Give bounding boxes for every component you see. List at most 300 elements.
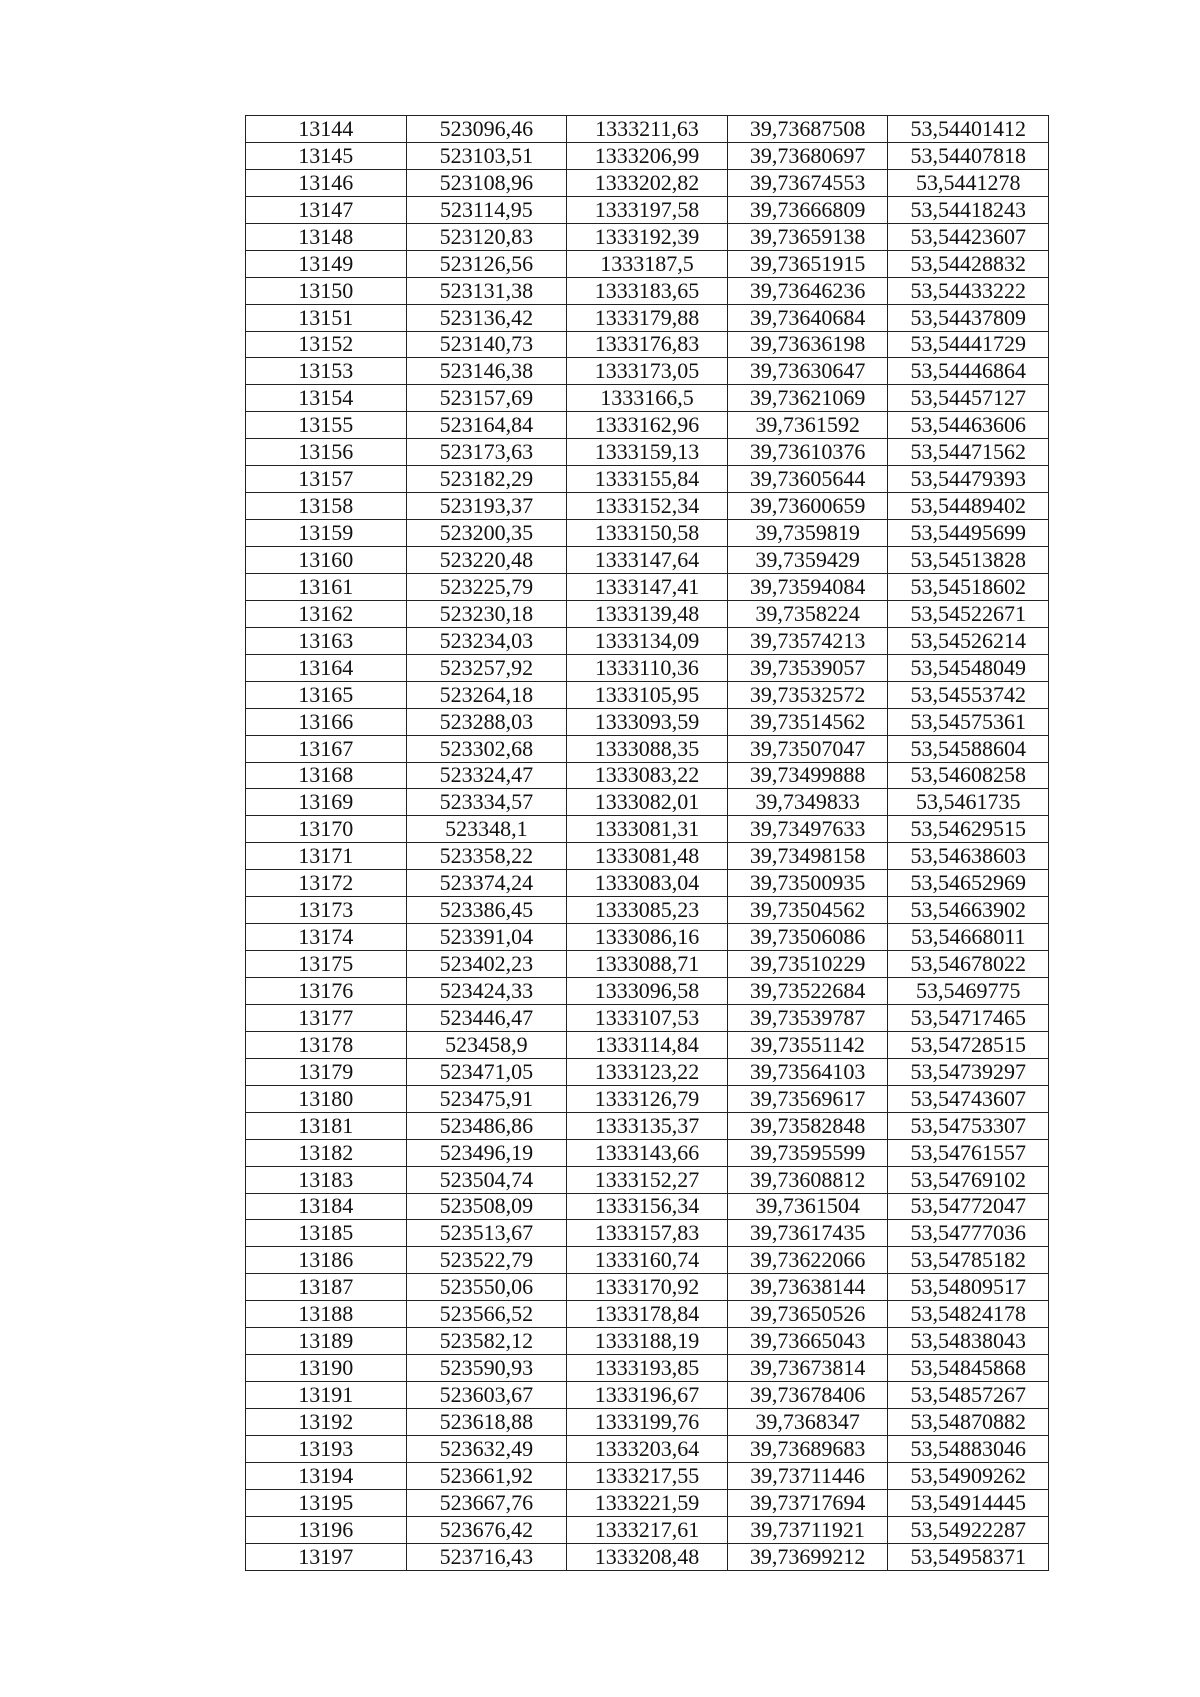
fourth-column-cell: 39,73605644 xyxy=(727,466,888,493)
fifth-column-cell: 53,54638603 xyxy=(888,843,1049,870)
table-row xyxy=(246,816,1049,843)
point-number-cell: 13167 xyxy=(246,735,407,762)
fifth-column-cell: 53,54479393 xyxy=(888,466,1049,493)
fifth-column-cell: 53,54663902 xyxy=(888,897,1049,924)
fifth-column-cell: 53,54857267 xyxy=(888,1382,1049,1409)
fourth-column-cell: 39,73610376 xyxy=(727,439,888,466)
fifth-column-cell: 53,54588604 xyxy=(888,735,1049,762)
fifth-column-cell: 53,54717465 xyxy=(888,1004,1049,1031)
y-value-cell: 1333081,48 xyxy=(567,843,728,870)
fifth-column-cell: 53,54629515 xyxy=(888,816,1049,843)
point-number-cell: 13170 xyxy=(246,816,407,843)
point-number-cell: 13179 xyxy=(246,1058,407,1085)
x-value-cell: 523424,33 xyxy=(406,978,567,1005)
point-number-cell: 13180 xyxy=(246,1085,407,1112)
point-number-cell: 13191 xyxy=(246,1382,407,1409)
x-value-cell: 523550,06 xyxy=(406,1274,567,1301)
point-number-cell: 13168 xyxy=(246,762,407,789)
fifth-column-cell: 53,54418243 xyxy=(888,196,1049,223)
fourth-column-cell: 39,7361504 xyxy=(727,1193,888,1220)
fourth-column-cell: 39,73539057 xyxy=(727,654,888,681)
point-number-cell: 13173 xyxy=(246,897,407,924)
x-value-cell: 523471,05 xyxy=(406,1058,567,1085)
fourth-column-cell: 39,73674553 xyxy=(727,169,888,196)
fifth-column-cell: 53,54463606 xyxy=(888,412,1049,439)
y-value-cell: 1333155,84 xyxy=(567,466,728,493)
point-number-cell: 13181 xyxy=(246,1112,407,1139)
point-number-cell: 13197 xyxy=(246,1543,407,1570)
fourth-column-cell: 39,73582848 xyxy=(727,1112,888,1139)
table-row xyxy=(246,1112,1049,1139)
table-row xyxy=(246,627,1049,654)
y-value-cell: 1333152,34 xyxy=(567,493,728,520)
y-value-cell: 1333183,65 xyxy=(567,277,728,304)
point-number-cell: 13183 xyxy=(246,1166,407,1193)
fourth-column-cell: 39,73717694 xyxy=(727,1489,888,1516)
fifth-column-cell: 53,54809517 xyxy=(888,1274,1049,1301)
fifth-column-cell: 53,54870882 xyxy=(888,1409,1049,1436)
y-value-cell: 1333105,95 xyxy=(567,681,728,708)
table-row xyxy=(246,1355,1049,1382)
fifth-column-cell: 53,54446864 xyxy=(888,358,1049,385)
fifth-column-cell: 53,54428832 xyxy=(888,250,1049,277)
table-row xyxy=(246,250,1049,277)
y-value-cell: 1333110,36 xyxy=(567,654,728,681)
fourth-column-cell: 39,73608812 xyxy=(727,1166,888,1193)
point-number-cell: 13151 xyxy=(246,304,407,331)
point-number-cell: 13172 xyxy=(246,870,407,897)
fifth-column-cell: 53,54753307 xyxy=(888,1112,1049,1139)
fifth-column-cell: 53,54914445 xyxy=(888,1489,1049,1516)
table-row xyxy=(246,1247,1049,1274)
fourth-column-cell: 39,73551142 xyxy=(727,1031,888,1058)
fourth-column-cell: 39,73595599 xyxy=(727,1139,888,1166)
x-value-cell: 523486,86 xyxy=(406,1112,567,1139)
fifth-column-cell: 53,54785182 xyxy=(888,1247,1049,1274)
fourth-column-cell: 39,7361592 xyxy=(727,412,888,439)
fifth-column-cell: 53,54909262 xyxy=(888,1462,1049,1489)
fourth-column-cell: 39,73621069 xyxy=(727,385,888,412)
fifth-column-cell: 53,54845868 xyxy=(888,1355,1049,1382)
y-value-cell: 1333166,5 xyxy=(567,385,728,412)
fourth-column-cell: 39,73711446 xyxy=(727,1462,888,1489)
fourth-column-cell: 39,73574213 xyxy=(727,627,888,654)
fourth-column-cell: 39,7349833 xyxy=(727,789,888,816)
x-value-cell: 523193,37 xyxy=(406,493,567,520)
point-number-cell: 13190 xyxy=(246,1355,407,1382)
x-value-cell: 523126,56 xyxy=(406,250,567,277)
table-row xyxy=(246,466,1049,493)
x-value-cell: 523200,35 xyxy=(406,520,567,547)
point-number-cell: 13184 xyxy=(246,1193,407,1220)
point-number-cell: 13148 xyxy=(246,223,407,250)
x-value-cell: 523391,04 xyxy=(406,924,567,951)
x-value-cell: 523632,49 xyxy=(406,1435,567,1462)
point-number-cell: 13157 xyxy=(246,466,407,493)
fourth-column-cell: 39,73500935 xyxy=(727,870,888,897)
y-value-cell: 1333179,88 xyxy=(567,304,728,331)
table-row xyxy=(246,1301,1049,1328)
table-row xyxy=(246,1409,1049,1436)
y-value-cell: 1333203,64 xyxy=(567,1435,728,1462)
y-value-cell: 1333187,5 xyxy=(567,250,728,277)
fourth-column-cell: 39,7358224 xyxy=(727,600,888,627)
fifth-column-cell: 53,54553742 xyxy=(888,681,1049,708)
fifth-column-cell: 53,54526214 xyxy=(888,627,1049,654)
fourth-column-cell: 39,73617435 xyxy=(727,1220,888,1247)
x-value-cell: 523257,92 xyxy=(406,654,567,681)
point-number-cell: 13194 xyxy=(246,1462,407,1489)
x-value-cell: 523661,92 xyxy=(406,1462,567,1489)
fourth-column-cell: 39,73622066 xyxy=(727,1247,888,1274)
point-number-cell: 13152 xyxy=(246,331,407,358)
table-row xyxy=(246,897,1049,924)
point-number-cell: 13149 xyxy=(246,250,407,277)
x-value-cell: 523374,24 xyxy=(406,870,567,897)
y-value-cell: 1333193,85 xyxy=(567,1355,728,1382)
x-value-cell: 523522,79 xyxy=(406,1247,567,1274)
fourth-column-cell: 39,73651915 xyxy=(727,250,888,277)
fourth-column-cell: 39,73650526 xyxy=(727,1301,888,1328)
y-value-cell: 1333157,83 xyxy=(567,1220,728,1247)
x-value-cell: 523446,47 xyxy=(406,1004,567,1031)
table-row xyxy=(246,277,1049,304)
table-row xyxy=(246,1489,1049,1516)
fourth-column-cell: 39,73594084 xyxy=(727,573,888,600)
fifth-column-cell: 53,54513828 xyxy=(888,547,1049,574)
x-value-cell: 523358,22 xyxy=(406,843,567,870)
table-row xyxy=(246,142,1049,169)
table-row xyxy=(246,654,1049,681)
point-number-cell: 13171 xyxy=(246,843,407,870)
y-value-cell: 1333217,55 xyxy=(567,1462,728,1489)
y-value-cell: 1333221,59 xyxy=(567,1489,728,1516)
table-row xyxy=(246,1543,1049,1570)
table-row xyxy=(246,843,1049,870)
y-value-cell: 1333085,23 xyxy=(567,897,728,924)
x-value-cell: 523288,03 xyxy=(406,708,567,735)
point-number-cell: 13166 xyxy=(246,708,407,735)
point-number-cell: 13145 xyxy=(246,142,407,169)
table-row xyxy=(246,1274,1049,1301)
x-value-cell: 523173,63 xyxy=(406,439,567,466)
point-number-cell: 13186 xyxy=(246,1247,407,1274)
y-value-cell: 1333107,53 xyxy=(567,1004,728,1031)
table-row xyxy=(246,681,1049,708)
table-row xyxy=(246,708,1049,735)
coordinates-table-body xyxy=(246,116,1049,1571)
fifth-column-cell: 53,54761557 xyxy=(888,1139,1049,1166)
fourth-column-cell: 39,73539787 xyxy=(727,1004,888,1031)
y-value-cell: 1333143,66 xyxy=(567,1139,728,1166)
point-number-cell: 13185 xyxy=(246,1220,407,1247)
fifth-column-cell: 53,54407818 xyxy=(888,142,1049,169)
y-value-cell: 1333147,64 xyxy=(567,547,728,574)
fourth-column-cell: 39,73673814 xyxy=(727,1355,888,1382)
fifth-column-cell: 53,54433222 xyxy=(888,277,1049,304)
fifth-column-cell: 53,5461735 xyxy=(888,789,1049,816)
fifth-column-cell: 53,54423607 xyxy=(888,223,1049,250)
x-value-cell: 523108,96 xyxy=(406,169,567,196)
fifth-column-cell: 53,54838043 xyxy=(888,1328,1049,1355)
fifth-column-cell: 53,54471562 xyxy=(888,439,1049,466)
fourth-column-cell: 39,7368347 xyxy=(727,1409,888,1436)
y-value-cell: 1333088,35 xyxy=(567,735,728,762)
y-value-cell: 1333139,48 xyxy=(567,600,728,627)
fifth-column-cell: 53,54743607 xyxy=(888,1085,1049,1112)
point-number-cell: 13176 xyxy=(246,978,407,1005)
x-value-cell: 523114,95 xyxy=(406,196,567,223)
table-row xyxy=(246,870,1049,897)
y-value-cell: 1333152,27 xyxy=(567,1166,728,1193)
point-number-cell: 13188 xyxy=(246,1301,407,1328)
x-value-cell: 523566,52 xyxy=(406,1301,567,1328)
x-value-cell: 523120,83 xyxy=(406,223,567,250)
table-row xyxy=(246,978,1049,1005)
x-value-cell: 523402,23 xyxy=(406,951,567,978)
table-row xyxy=(246,385,1049,412)
x-value-cell: 523513,67 xyxy=(406,1220,567,1247)
x-value-cell: 523458,9 xyxy=(406,1031,567,1058)
y-value-cell: 1333088,71 xyxy=(567,951,728,978)
x-value-cell: 523131,38 xyxy=(406,277,567,304)
table-row xyxy=(246,169,1049,196)
y-value-cell: 1333217,61 xyxy=(567,1516,728,1543)
table-row xyxy=(246,547,1049,574)
table-row xyxy=(246,1193,1049,1220)
coordinates-table xyxy=(245,115,1049,1571)
fifth-column-cell: 53,54958371 xyxy=(888,1543,1049,1570)
y-value-cell: 1333176,83 xyxy=(567,331,728,358)
y-value-cell: 1333156,34 xyxy=(567,1193,728,1220)
fourth-column-cell: 39,73665043 xyxy=(727,1328,888,1355)
fifth-column-cell: 53,54883046 xyxy=(888,1435,1049,1462)
fifth-column-cell: 53,54608258 xyxy=(888,762,1049,789)
x-value-cell: 523496,19 xyxy=(406,1139,567,1166)
point-number-cell: 13195 xyxy=(246,1489,407,1516)
x-value-cell: 523096,46 xyxy=(406,116,567,143)
fourth-column-cell: 39,73504562 xyxy=(727,897,888,924)
fifth-column-cell: 53,54824178 xyxy=(888,1301,1049,1328)
fourth-column-cell: 39,73499888 xyxy=(727,762,888,789)
y-value-cell: 1333160,74 xyxy=(567,1247,728,1274)
point-number-cell: 13162 xyxy=(246,600,407,627)
fifth-column-cell: 53,54777036 xyxy=(888,1220,1049,1247)
fourth-column-cell: 39,73640684 xyxy=(727,304,888,331)
table-row xyxy=(246,223,1049,250)
point-number-cell: 13161 xyxy=(246,573,407,600)
fifth-column-cell: 53,5469775 xyxy=(888,978,1049,1005)
table-row xyxy=(246,1328,1049,1355)
y-value-cell: 1333147,41 xyxy=(567,573,728,600)
table-row xyxy=(246,924,1049,951)
table-row xyxy=(246,1435,1049,1462)
y-value-cell: 1333150,58 xyxy=(567,520,728,547)
y-value-cell: 1333206,99 xyxy=(567,142,728,169)
x-value-cell: 523504,74 xyxy=(406,1166,567,1193)
x-value-cell: 523676,42 xyxy=(406,1516,567,1543)
point-number-cell: 13146 xyxy=(246,169,407,196)
table-row xyxy=(246,1058,1049,1085)
x-value-cell: 523164,84 xyxy=(406,412,567,439)
y-value-cell: 1333093,59 xyxy=(567,708,728,735)
table-row xyxy=(246,196,1049,223)
fifth-column-cell: 53,54489402 xyxy=(888,493,1049,520)
x-value-cell: 523230,18 xyxy=(406,600,567,627)
fourth-column-cell: 39,73510229 xyxy=(727,951,888,978)
x-value-cell: 523324,47 xyxy=(406,762,567,789)
fourth-column-cell: 39,73630647 xyxy=(727,358,888,385)
point-number-cell: 13177 xyxy=(246,1004,407,1031)
fifth-column-cell: 53,54922287 xyxy=(888,1516,1049,1543)
fifth-column-cell: 53,54678022 xyxy=(888,951,1049,978)
fourth-column-cell: 39,73711921 xyxy=(727,1516,888,1543)
fourth-column-cell: 39,7359819 xyxy=(727,520,888,547)
y-value-cell: 1333126,79 xyxy=(567,1085,728,1112)
table-row xyxy=(246,600,1049,627)
point-number-cell: 13189 xyxy=(246,1328,407,1355)
fifth-column-cell: 53,54769102 xyxy=(888,1166,1049,1193)
fourth-column-cell: 39,73497633 xyxy=(727,816,888,843)
point-number-cell: 13182 xyxy=(246,1139,407,1166)
point-number-cell: 13164 xyxy=(246,654,407,681)
point-number-cell: 13160 xyxy=(246,547,407,574)
point-number-cell: 13156 xyxy=(246,439,407,466)
y-value-cell: 1333202,82 xyxy=(567,169,728,196)
fifth-column-cell: 53,54495699 xyxy=(888,520,1049,547)
y-value-cell: 1333114,84 xyxy=(567,1031,728,1058)
x-value-cell: 523667,76 xyxy=(406,1489,567,1516)
fourth-column-cell: 39,73680697 xyxy=(727,142,888,169)
fifth-column-cell: 53,54437809 xyxy=(888,304,1049,331)
point-number-cell: 13159 xyxy=(246,520,407,547)
table-row xyxy=(246,762,1049,789)
fifth-column-cell: 53,54441729 xyxy=(888,331,1049,358)
fifth-column-cell: 53,54772047 xyxy=(888,1193,1049,1220)
table-row xyxy=(246,1004,1049,1031)
fourth-column-cell: 39,73600659 xyxy=(727,493,888,520)
fifth-column-cell: 53,54652969 xyxy=(888,870,1049,897)
y-value-cell: 1333135,37 xyxy=(567,1112,728,1139)
point-number-cell: 13169 xyxy=(246,789,407,816)
fourth-column-cell: 39,73659138 xyxy=(727,223,888,250)
fourth-column-cell: 39,73569617 xyxy=(727,1085,888,1112)
point-number-cell: 13178 xyxy=(246,1031,407,1058)
point-number-cell: 13144 xyxy=(246,116,407,143)
table-row xyxy=(246,735,1049,762)
table-row xyxy=(246,358,1049,385)
x-value-cell: 523234,03 xyxy=(406,627,567,654)
table-row xyxy=(246,1382,1049,1409)
point-number-cell: 13154 xyxy=(246,385,407,412)
y-value-cell: 1333086,16 xyxy=(567,924,728,951)
x-value-cell: 523157,69 xyxy=(406,385,567,412)
table-row xyxy=(246,1031,1049,1058)
x-value-cell: 523386,45 xyxy=(406,897,567,924)
y-value-cell: 1333196,67 xyxy=(567,1382,728,1409)
y-value-cell: 1333188,19 xyxy=(567,1328,728,1355)
point-number-cell: 13150 xyxy=(246,277,407,304)
fifth-column-cell: 53,54739297 xyxy=(888,1058,1049,1085)
fourth-column-cell: 39,73532572 xyxy=(727,681,888,708)
x-value-cell: 523334,57 xyxy=(406,789,567,816)
fourth-column-cell: 39,73666809 xyxy=(727,196,888,223)
table-row xyxy=(246,412,1049,439)
table-row xyxy=(246,573,1049,600)
fifth-column-cell: 53,54522671 xyxy=(888,600,1049,627)
y-value-cell: 1333083,04 xyxy=(567,870,728,897)
y-value-cell: 1333192,39 xyxy=(567,223,728,250)
fifth-column-cell: 53,54457127 xyxy=(888,385,1049,412)
fourth-column-cell: 39,73646236 xyxy=(727,277,888,304)
x-value-cell: 523508,09 xyxy=(406,1193,567,1220)
y-value-cell: 1333123,22 xyxy=(567,1058,728,1085)
table-row xyxy=(246,304,1049,331)
point-number-cell: 13187 xyxy=(246,1274,407,1301)
fourth-column-cell: 39,73689683 xyxy=(727,1435,888,1462)
fourth-column-cell: 39,73638144 xyxy=(727,1274,888,1301)
point-number-cell: 13163 xyxy=(246,627,407,654)
point-number-cell: 13147 xyxy=(246,196,407,223)
x-value-cell: 523348,1 xyxy=(406,816,567,843)
point-number-cell: 13192 xyxy=(246,1409,407,1436)
x-value-cell: 523603,67 xyxy=(406,1382,567,1409)
table-row xyxy=(246,493,1049,520)
fifth-column-cell: 53,54575361 xyxy=(888,708,1049,735)
point-number-cell: 13155 xyxy=(246,412,407,439)
x-value-cell: 523618,88 xyxy=(406,1409,567,1436)
x-value-cell: 523182,29 xyxy=(406,466,567,493)
y-value-cell: 1333159,13 xyxy=(567,439,728,466)
fifth-column-cell: 53,54548049 xyxy=(888,654,1049,681)
table-row xyxy=(246,1085,1049,1112)
fourth-column-cell: 39,73514562 xyxy=(727,708,888,735)
fifth-column-cell: 53,54668011 xyxy=(888,924,1049,951)
fourth-column-cell: 39,73507047 xyxy=(727,735,888,762)
x-value-cell: 523716,43 xyxy=(406,1543,567,1570)
fourth-column-cell: 39,73678406 xyxy=(727,1382,888,1409)
table-row xyxy=(246,116,1049,143)
point-number-cell: 13174 xyxy=(246,924,407,951)
y-value-cell: 1333173,05 xyxy=(567,358,728,385)
y-value-cell: 1333162,96 xyxy=(567,412,728,439)
table-row xyxy=(246,1462,1049,1489)
table-row xyxy=(246,1166,1049,1193)
y-value-cell: 1333083,22 xyxy=(567,762,728,789)
table-row xyxy=(246,1516,1049,1543)
fifth-column-cell: 53,54518602 xyxy=(888,573,1049,600)
x-value-cell: 523225,79 xyxy=(406,573,567,600)
y-value-cell: 1333134,09 xyxy=(567,627,728,654)
table-row xyxy=(246,951,1049,978)
fourth-column-cell: 39,7359429 xyxy=(727,547,888,574)
fourth-column-cell: 39,73506086 xyxy=(727,924,888,951)
fourth-column-cell: 39,73498158 xyxy=(727,843,888,870)
x-value-cell: 523220,48 xyxy=(406,547,567,574)
x-value-cell: 523140,73 xyxy=(406,331,567,358)
y-value-cell: 1333211,63 xyxy=(567,116,728,143)
point-number-cell: 13165 xyxy=(246,681,407,708)
point-number-cell: 13153 xyxy=(246,358,407,385)
fourth-column-cell: 39,73564103 xyxy=(727,1058,888,1085)
y-value-cell: 1333199,76 xyxy=(567,1409,728,1436)
table-row xyxy=(246,1220,1049,1247)
table-row xyxy=(246,1139,1049,1166)
table-row xyxy=(246,331,1049,358)
fifth-column-cell: 53,54728515 xyxy=(888,1031,1049,1058)
y-value-cell: 1333082,01 xyxy=(567,789,728,816)
fourth-column-cell: 39,73699212 xyxy=(727,1543,888,1570)
